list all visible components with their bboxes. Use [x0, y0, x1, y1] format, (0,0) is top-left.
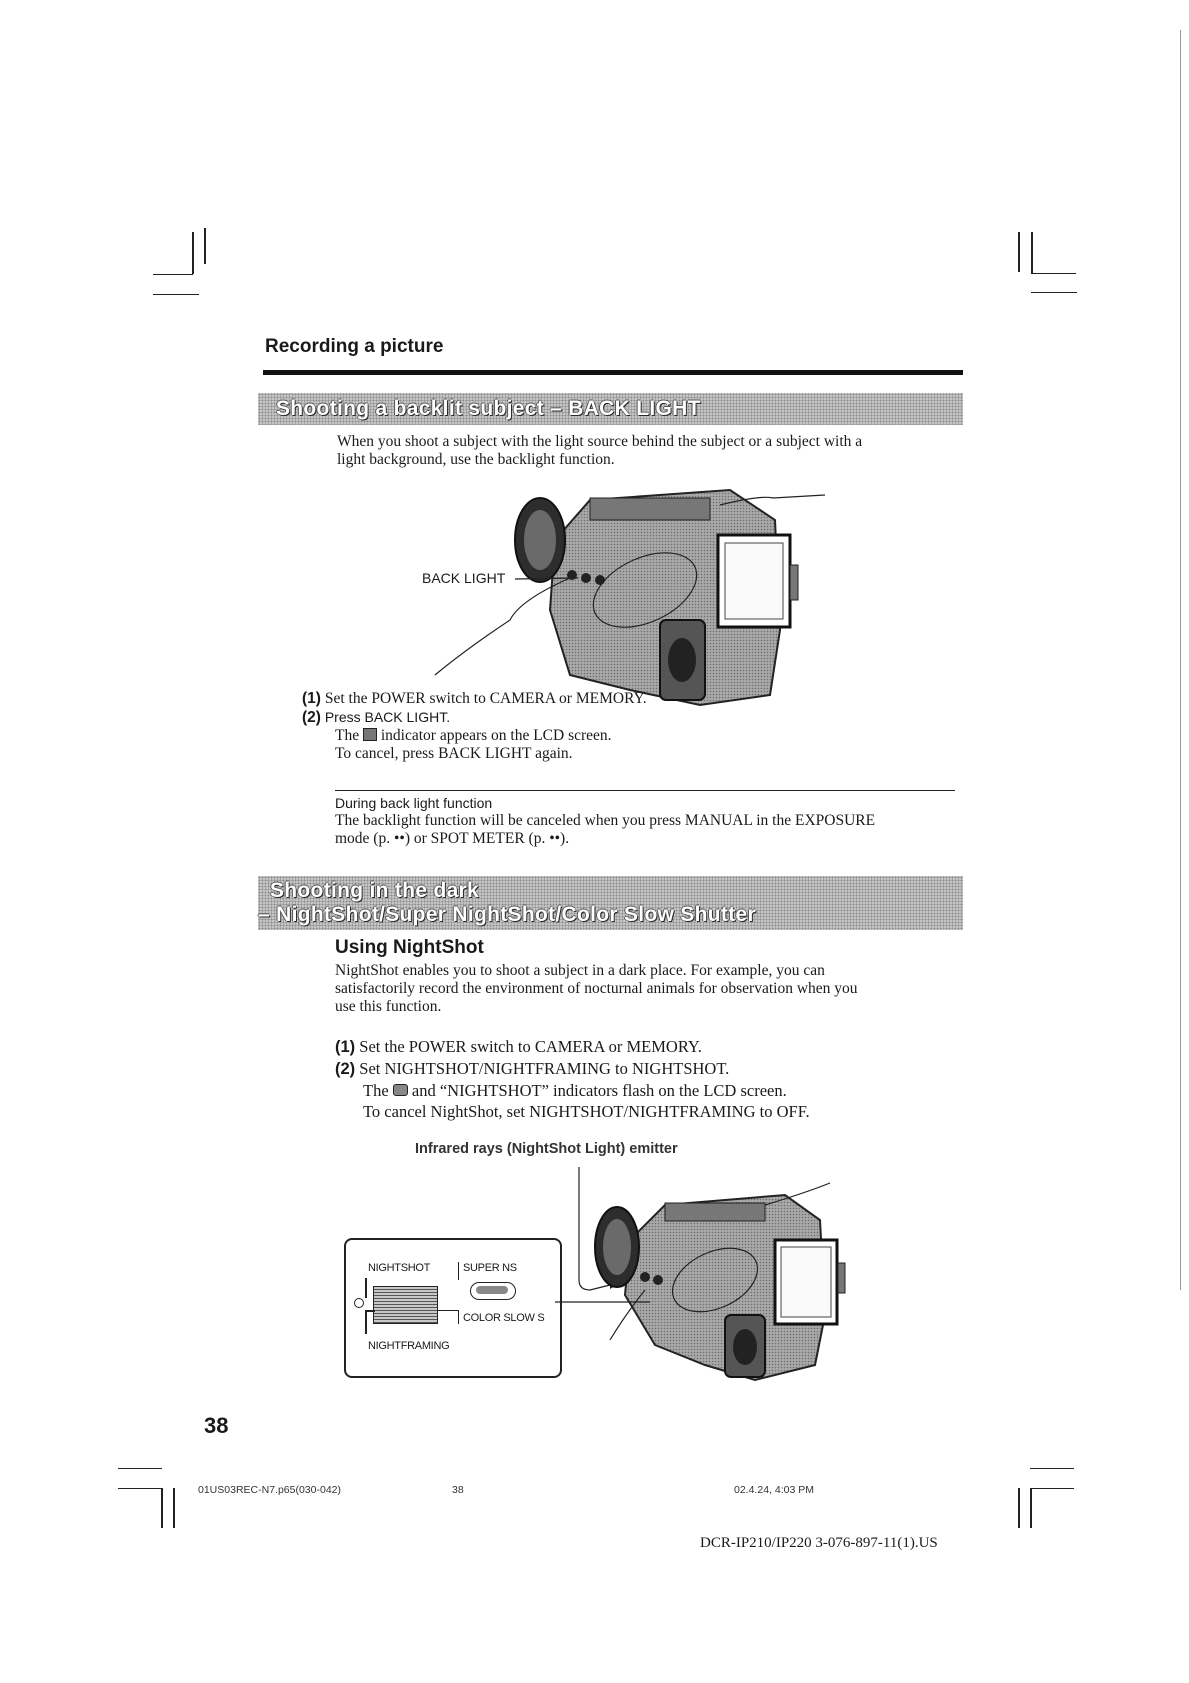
super-ns-button[interactable] [470, 1282, 516, 1300]
bracket-top [365, 1278, 367, 1298]
camcorder2-callout-top [765, 1183, 830, 1205]
camcorder-body [515, 490, 798, 705]
nightshot-step-1 [335, 1036, 975, 1058]
color-slow-divider [458, 1310, 459, 1324]
nightshot-cancel-text: To cancel NightShot, set NIGHTSHOT/NIGHTFRAMING to OFF. [363, 1102, 810, 1121]
nightshot-banner [258, 876, 963, 930]
backlight-note-line2: mode (p. ••) or SPOT METER (p. ••). [335, 830, 570, 847]
footer-model-code: DCR-IP210/IP220 3-076-897-11(1).US [700, 1535, 938, 1551]
camcorder-illustration-backlight [400, 480, 860, 720]
backlight-step-2-num: (2) [302, 709, 321, 726]
backlight-banner [258, 393, 963, 425]
nightshot-step-2-num: (2) [335, 1060, 356, 1078]
backlight-note-line1: The backlight function will be canceled when you press MANUAL in the EXPOSURE [335, 812, 876, 829]
backlight-step-1 [302, 690, 942, 708]
backlight-intro [337, 433, 957, 469]
switch-label-color-slow: COLOR SLOW S [463, 1312, 545, 1324]
emitter-label: Infrared rays (NightShot Light) emitter [415, 1141, 678, 1157]
backlight-step-1-text: Set the POWER switch to CAMERA or MEMORY. [324, 690, 647, 707]
backlight-intro-line2: light background, use the backlight function. [337, 451, 615, 468]
nightshot-step-1-text: Set the POWER switch to CAMERA or MEMORY. [359, 1037, 702, 1056]
nightshot-intro-line1: NightShot enables you to shoot a subject in a dark place. For example, you can [335, 962, 825, 979]
page-number: 38 [204, 1413, 229, 1438]
switch-label-nightframing: NIGHTFRAMING [368, 1340, 450, 1352]
nightshot-banner-line2: – NightShot/Super NightShot/Color Slow Shutter [258, 903, 756, 926]
backlight-indicator-icon [363, 728, 377, 741]
backlight-cancel-text: To cancel, press BACK LIGHT again. [335, 745, 573, 762]
switch-label-nightshot: NIGHTSHOT [368, 1262, 431, 1274]
color-slow-connector [438, 1310, 458, 1311]
backlight-step-1-num: (1) [302, 690, 321, 707]
footer-timestamp: 02.4.24, 4:03 PM [734, 1484, 814, 1496]
indicator-pre: The [335, 727, 360, 744]
backlight-steps [302, 690, 942, 763]
backlight-note-title: During back light function [335, 795, 493, 811]
backlight-step-2-detail [302, 727, 942, 745]
bracket-bottom-tick [365, 1310, 375, 1312]
nightshot-intro [335, 962, 955, 1016]
nightshot-switch-panel [344, 1238, 562, 1378]
nightshot-step-2-detail [335, 1080, 975, 1101]
bracket-bottom [365, 1310, 367, 1334]
nightshot-indicator-post: and “NIGHTSHOT” indicators flash on the LCD screen. [411, 1081, 787, 1100]
nightshot-step-2 [335, 1058, 975, 1080]
section-title: Recording a picture [265, 336, 444, 357]
nightshot-subheading: Using NightShot [335, 937, 484, 958]
backlight-intro-line1: When you shoot a subject with the light source behind the subject or a subject with a [337, 433, 863, 450]
footer-file-info: 01US03REC-N7.p65(030-042) [198, 1484, 341, 1496]
off-marker-icon [354, 1298, 364, 1308]
backlight-step-2 [302, 708, 942, 727]
section-rule [263, 370, 963, 375]
camcorder2-body [595, 1195, 845, 1380]
nightshot-intro-line2: satisfactorily record the environment of nocturnal animals for observation when you [335, 980, 858, 997]
backlight-callout-label: BACK LIGHT [422, 570, 506, 586]
backlight-step-2-text: Press BACK LIGHT. [324, 709, 451, 725]
nightshot-intro-line3: use this function. [335, 998, 442, 1015]
indicator-post: indicator appears on the LCD screen. [380, 727, 612, 744]
nightshot-indicator-icon [393, 1084, 408, 1096]
backlight-note-rule [335, 790, 955, 791]
scan-edge-line [1180, 30, 1181, 1290]
nightshot-slider-track[interactable] [373, 1286, 438, 1324]
nightshot-step-1-num: (1) [335, 1038, 356, 1056]
nightshot-banner-line1: Shooting in the dark [270, 879, 479, 902]
camcorder-illustration-nightshot [555, 1165, 895, 1390]
backlight-note [335, 794, 965, 848]
nightshot-steps [335, 1036, 975, 1122]
nightshot-step-2-text: Set NIGHTSHOT/NIGHTFRAMING to NIGHTSHOT. [359, 1059, 730, 1078]
backlight-banner-text: Shooting a backlit subject – BACK LIGHT [276, 397, 701, 420]
callout-arrow [435, 578, 570, 675]
divider-line [458, 1262, 459, 1280]
footer-page-small: 38 [452, 1484, 464, 1496]
nightshot-indicator-pre: The [363, 1081, 389, 1100]
switch-label-super-ns: SUPER NS [463, 1262, 517, 1274]
